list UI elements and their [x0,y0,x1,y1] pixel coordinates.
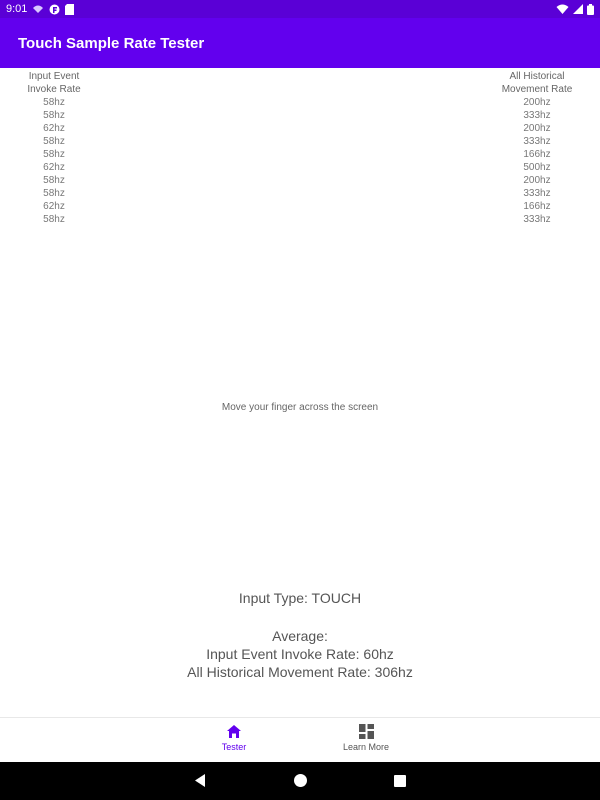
nav-label-tester: Tester [221,742,247,752]
list-item: 62hz [43,162,65,173]
average-historical-rate: All Historical Movement Rate: 306hz [187,664,413,680]
list-item: 62hz [43,123,65,134]
average-label: Average: [272,628,328,644]
bottom-navigation [0,717,600,763]
system-navigation-bar [0,762,600,800]
back-icon[interactable] [193,773,207,792]
sim-card-icon [65,4,74,15]
nav-item-learn-more[interactable] [321,724,411,752]
nav-label-learn-more: Learn More [342,742,390,752]
list-item: 200hz [523,175,551,186]
nav-item-tester[interactable] [189,724,279,752]
list-item: 58hz [43,97,65,108]
header-line-2: Invoke Rate [27,84,81,95]
list-item: 333hz [523,188,551,199]
list-item: 500hz [523,162,551,173]
home-button-icon[interactable] [293,773,308,792]
input-type-label: Input Type: TOUCH [238,590,362,606]
list-item: 333hz [523,110,551,121]
status-bar [0,0,600,18]
list-item: 200hz [523,97,551,108]
average-input-event-rate: Input Event Invoke Rate: 60hz [206,646,394,662]
header-line-2: Movement Rate [501,84,573,95]
historical-movement-rate-column [492,70,582,226]
list-item: 58hz [43,188,65,199]
status-left [6,3,74,15]
list-item: 166hz [523,149,551,160]
list-item: 58hz [43,214,65,225]
touch-area-hint: Move your finger across the screen [221,402,379,413]
list-item: 58hz [43,110,65,121]
list-item: 200hz [523,123,551,134]
signal-icon [573,4,583,14]
input-event-rate-column [10,70,98,226]
list-item: 333hz [523,136,551,147]
dashboard-icon [321,724,411,739]
app-bar [0,18,600,68]
recents-icon[interactable] [393,773,407,792]
wifi-calling-icon [32,4,44,14]
historical-movement-rate-header [492,70,582,96]
list-item: 62hz [43,201,65,212]
historical-movement-rate-list [492,96,582,226]
list-item: 58hz [43,136,65,147]
list-item: 58hz [43,175,65,186]
list-item: 58hz [43,149,65,160]
status-right [556,4,594,15]
list-item: 333hz [523,214,551,225]
wifi-icon [556,4,569,14]
input-event-rate-header [10,70,98,96]
home-icon [189,724,279,739]
battery-icon [587,4,594,15]
list-item: 166hz [523,201,551,212]
app-title: Touch Sample Rate Tester [18,34,205,52]
average-summary [0,627,600,681]
status-time: 9:01 [6,3,28,15]
input-event-rate-list [10,96,98,226]
header-line-1: Input Event [28,71,80,82]
app-notification-icon [49,4,60,15]
header-line-1: All Historical [509,71,565,82]
